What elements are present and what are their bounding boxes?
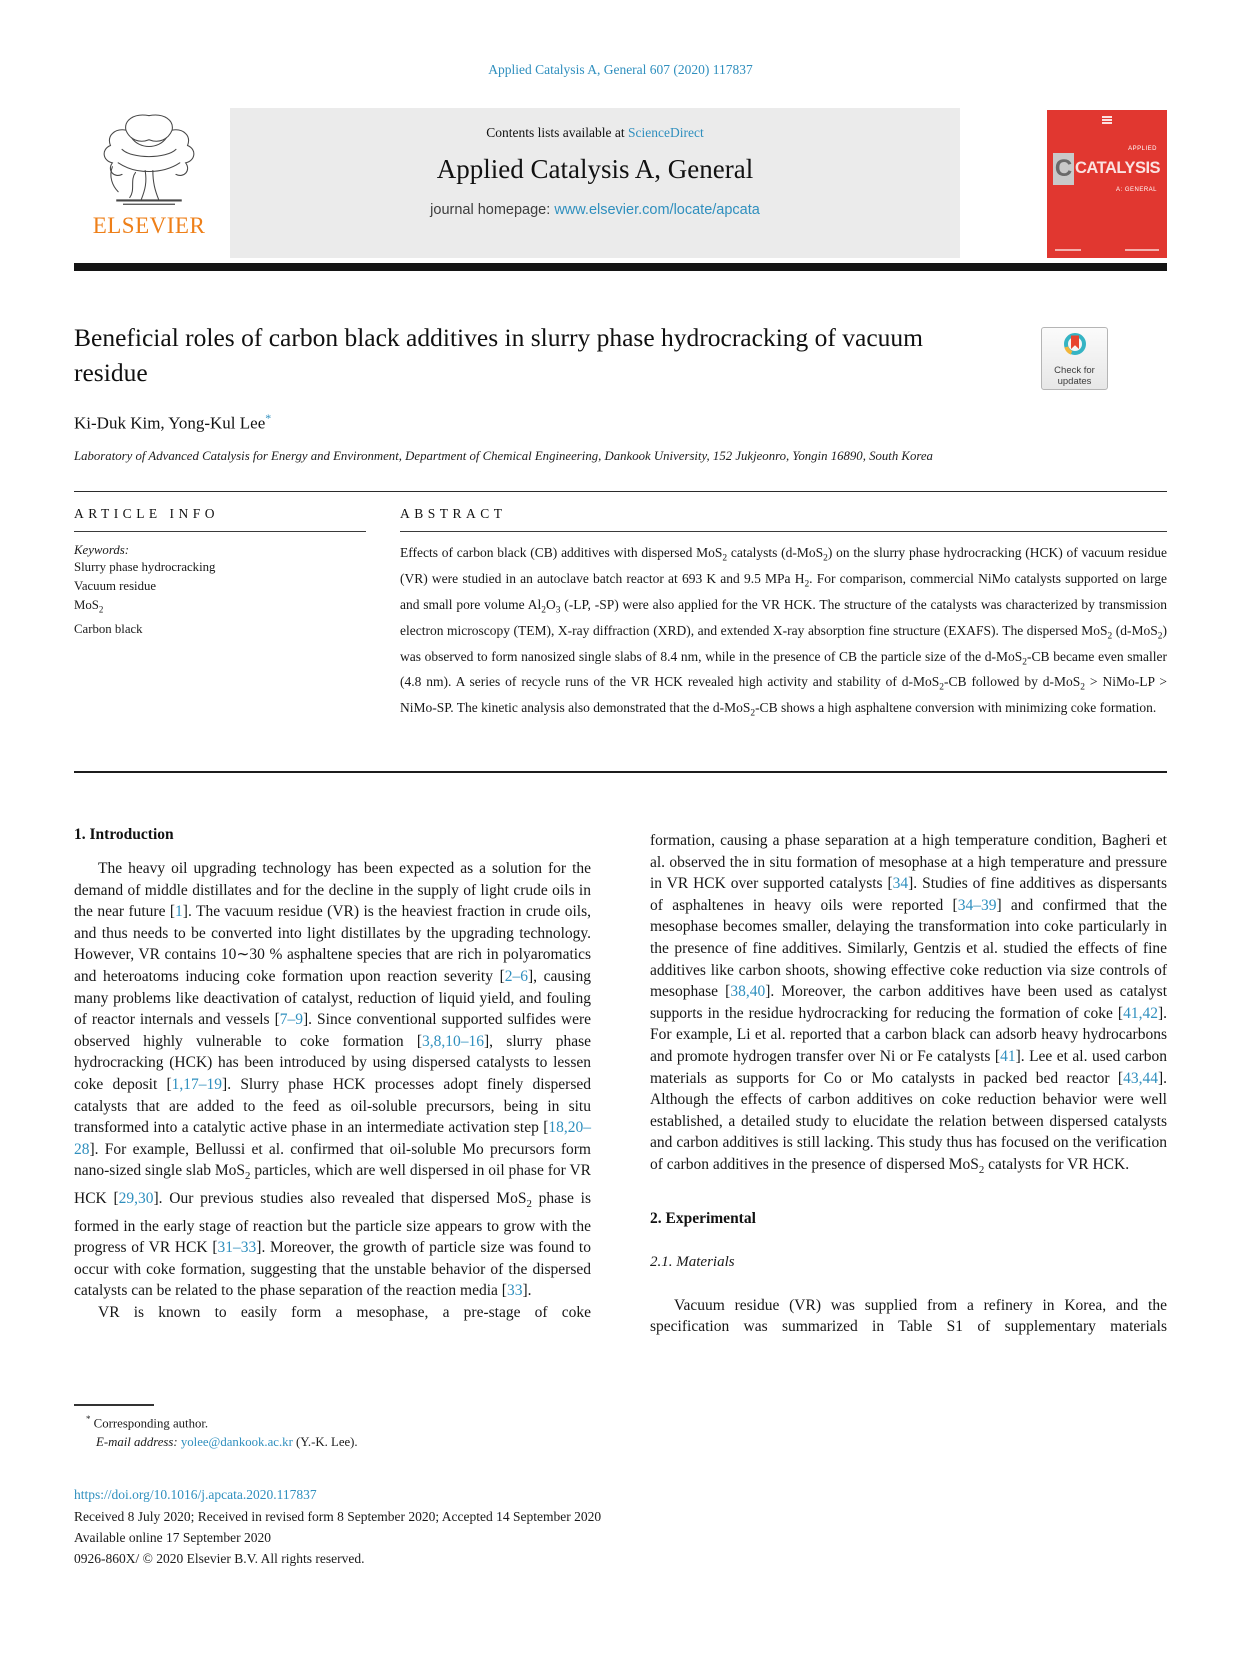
article-info-heading: ARTICLE INFO bbox=[74, 506, 220, 521]
reference-link[interactable]: 3,8,10–16 bbox=[422, 1032, 485, 1050]
reference-link[interactable]: 18,20–28 bbox=[74, 1119, 591, 1158]
issn-copyright: 0926-860X/ © 2020 Elsevier B.V. All rights reserved. bbox=[74, 1551, 365, 1566]
text-link[interactable]: * bbox=[265, 411, 272, 425]
abstract-body: Effects of carbon black (CB) additives with dispersed MoS$_2$ catalysts (d-MoS$_2$) on the slurry phase hydrocracking (HCK) of vacuum residue (VR) were studied in an autoclave batch reactor at 693 K and 9.5 MPa $H_2$. For comparison, commercial NiMo catalysts supported on large and small pore volume $Al_2O_3$ (-LP, -SP) were also applied for the VR HCK. The structure of the catalysts was characterized by transmission electron microscopy (TEM), X-ray diffraction (XRD), and extended X-ray absorption fine structure (EXAFS). The dispersed MoS$_2$ (d-MoS$_2$) was observed to form nanosized single slabs of 8.4 nm, while in the presence of CB the particle size of the d-MoS$_2$-CB became even smaller (4.8 nm). A series of recycle runs of the VR HCK revealed high activity and stability of d-MoS$_2$-CB followed by d-MoS$_2$ > NiMo-LP > NiMo-SP. The kinetic analysis also demonstrated that the d-MoS$_2$-CB shows a high asphaltene conversion with minimizing coke formation. bbox=[400, 545, 1167, 720]
journal-homepage-line: journal homepage: www.elsevier.com/locate/apcata bbox=[430, 202, 760, 218]
cover-subtitle: A: GENERAL bbox=[1115, 186, 1157, 193]
reference-link[interactable]: 34–39 bbox=[957, 896, 997, 914]
reference-link[interactable]: 7–9 bbox=[279, 1011, 303, 1029]
corresponding-author-note: * Corresponding author. bbox=[86, 1414, 209, 1431]
text-link[interactable]: ScienceDirect bbox=[628, 125, 704, 140]
reference-link[interactable]: 1,17–19 bbox=[171, 1075, 223, 1093]
contents-list-line: Contents lists available at ScienceDirect bbox=[486, 125, 704, 140]
received-dates: Received 8 July 2020; Received in revised form 8 September 2020; Accepted 14 September 2020 bbox=[74, 1509, 602, 1524]
email-note: E-mail address: yolee@dankook.ac.kr (Y.-K. Lee). bbox=[96, 1435, 358, 1449]
keyword: Carbon black bbox=[74, 621, 143, 636]
reference-link[interactable]: 33 bbox=[506, 1282, 523, 1300]
article-info-section bbox=[74, 506, 374, 639]
section-heading-introduction: 1. Introduction bbox=[74, 826, 174, 843]
journal-cover-thumbnail[interactable] bbox=[1047, 110, 1167, 258]
elsevier-tree-icon bbox=[97, 110, 201, 208]
paragraph: Vacuum residue (VR) was supplied from a refinery in Korea, and the specification was summarized in Table S1 of supplementary materials bbox=[650, 1296, 1167, 1336]
elsevier-wordmark: ELSEVIER bbox=[92, 213, 206, 238]
reference-link[interactable]: 38,40 bbox=[730, 983, 766, 1001]
reference-link[interactable]: 31–33 bbox=[217, 1239, 257, 1257]
text-link[interactable]: yolee@dankook.ac.kr bbox=[180, 1435, 293, 1449]
subsection-heading-materials: 2.1. Materials bbox=[650, 1253, 735, 1270]
check-for-updates-label: Check for updates bbox=[1054, 365, 1095, 387]
reference-link[interactable]: 1 bbox=[175, 903, 183, 921]
reference-link[interactable]: 43,44 bbox=[1123, 1069, 1158, 1087]
cover-fineprint-lines bbox=[1055, 249, 1159, 251]
journal-header bbox=[74, 108, 1167, 258]
paragraph: The heavy oil upgrading technology has been expected as a solution for the demand of middle distillates and for the decline in the supply of light crude oils in the near future [1]. The vacuum residue (VR) is the heaviest fraction in crude oils, and thus needs to be converted into light distillates by the upgrading technology. However, VR contains 10∼30 % asphaltene species that are rich in polyaromatics and heteroatoms inducing coke formation upon reaction severity [2–6], causing many problems like deactivation of catalyst, reduction of liquid yield, and fouling of reactor internals and vessels [7–9]. Since conventional supported sulfides were observed highly vulnerable to coke formation [3,8,10–16], slurry phase hydrocracking (HCK) has been introduced by using dispersed catalysts to lessen coke deposit [1,17–19]. Slurry phase HCK processes adopt finely dispersed catalysts that are added to the feed as oil-soluble precursors, being in situ transformed into a catalytic active phase in an intermediate activation step [18,20–28]. For example, Bellussi et al. confirmed that oil-soluble Mo precursors form nano-sized single slab MoS$_2$ particles, which are well dispersed in oil phase for VR HCK [29,30]. Our previous studies also revealed that dispersed MoS$_2$ phase is formed in the early stage of reaction but the particle size appears to grow with the progress of VR HCK [31–33]. Moreover, the growth of particle size was found to occur with coke formation, suggesting that the unstable behavior of the dispersed catalysts can be related to the phase separation of the reaction media [33]. bbox=[74, 860, 591, 1300]
footnote-rule bbox=[74, 1404, 154, 1406]
paragraph: VR is known to easily form a mesophase, a pre-stage of coke bbox=[98, 1304, 591, 1322]
keyword: Slurry phase hydrocracking bbox=[74, 560, 216, 574]
section-heading-experimental: 2. Experimental bbox=[650, 1209, 756, 1227]
divider bbox=[74, 771, 1167, 773]
reference-link[interactable]: 34 bbox=[892, 875, 909, 893]
journal-banner bbox=[230, 108, 960, 258]
available-online: Available online 17 September 2020 bbox=[74, 1530, 271, 1545]
affiliation: Laboratory of Advanced Catalysis for Energy and Environment, Department of Chemical Engineering, Dankook University, 152 Jukjeonro, Yongin 16890, South Korea bbox=[74, 449, 933, 463]
reference-link[interactable]: 29,30 bbox=[118, 1190, 154, 1207]
right-column bbox=[650, 830, 1167, 1338]
text-link[interactable]: www.elsevier.com/locate/apcata bbox=[554, 202, 760, 218]
article-title: Beneficial roles of carbon black additives in slurry phase hydrocracking of vacuum residue bbox=[74, 323, 923, 387]
reference-link[interactable]: 41,42 bbox=[1123, 1004, 1158, 1022]
keyword: Vacuum residue bbox=[74, 579, 157, 593]
divider bbox=[74, 491, 1167, 492]
keyword: MoS$_2$ bbox=[74, 598, 104, 615]
divider bbox=[74, 531, 366, 532]
cover-emblem-icon bbox=[1102, 116, 1112, 124]
abstract-heading: ABSTRACT bbox=[400, 506, 507, 521]
header-divider-bar bbox=[74, 263, 1167, 271]
journal-title: Applied Catalysis A, General bbox=[436, 154, 754, 184]
keywords-label: Keywords: bbox=[74, 543, 129, 557]
left-column bbox=[74, 826, 591, 1324]
authors: Ki-Duk Kim, Yong-Kul Lee* bbox=[74, 411, 272, 433]
reference-link[interactable]: 41 bbox=[1000, 1047, 1016, 1065]
cover-title: CATALYSIS bbox=[1075, 159, 1161, 177]
doi-link[interactable]: https://doi.org/10.1016/j.apcata.2020.117837 bbox=[74, 1487, 317, 1502]
crossmark-icon bbox=[1059, 331, 1091, 361]
elsevier-logo[interactable] bbox=[74, 110, 224, 258]
cover-big-letter: C bbox=[1053, 153, 1074, 185]
running-head-citation[interactable]: Applied Catalysis A, General 607 (2020) 117837 bbox=[488, 62, 753, 77]
divider bbox=[400, 531, 1167, 532]
paragraph: formation, causing a phase separation at a high temperature condition, Bagheri et al. observed the in situ formation of mesophase at a high temperature and pressure in VR HCK over supported catalysts [34]. Studies of fine additives as dispersants of asphaltenes in heavy oils were reported [34–39] and confirmed that the mesophase becomes smaller, delaying the transformation into coke particularly in the presence of fine additives. Similarly, Gentzis et al. studied the effects of fine additives like carbon shoots, showing effective coke reduction via size controls of mesophase [38,40]. Moreover, the carbon additives have been used as catalyst supports in the residue hydrocracking for reducing the formation of coke [41,42]. For example, Li et al. reported that a carbon black can adsorb heavy hydrocarbons and promote hydrogen transfer over Ni or Fe catalysts [41]. Lee et al. used carbon materials as supports for Co or Mo catalysts in packed bed reactor [43,44]. Although the effects of carbon additives on coke reduction behavior were well established, a detailed study to elucidate the relation between dispersed catalysts and carbon additives is still lacking. This study thus has focused on the verification of carbon additives in the presence of dispersed MoS$_2$ catalysts for VR HCK. bbox=[650, 832, 1168, 1176]
check-for-updates-button[interactable] bbox=[1041, 327, 1108, 390]
cover-title-row bbox=[1053, 153, 1161, 185]
abstract-section bbox=[400, 506, 1167, 724]
reference-link[interactable]: 2–6 bbox=[504, 967, 528, 985]
cover-applied-label: APPLIED bbox=[1128, 145, 1157, 152]
